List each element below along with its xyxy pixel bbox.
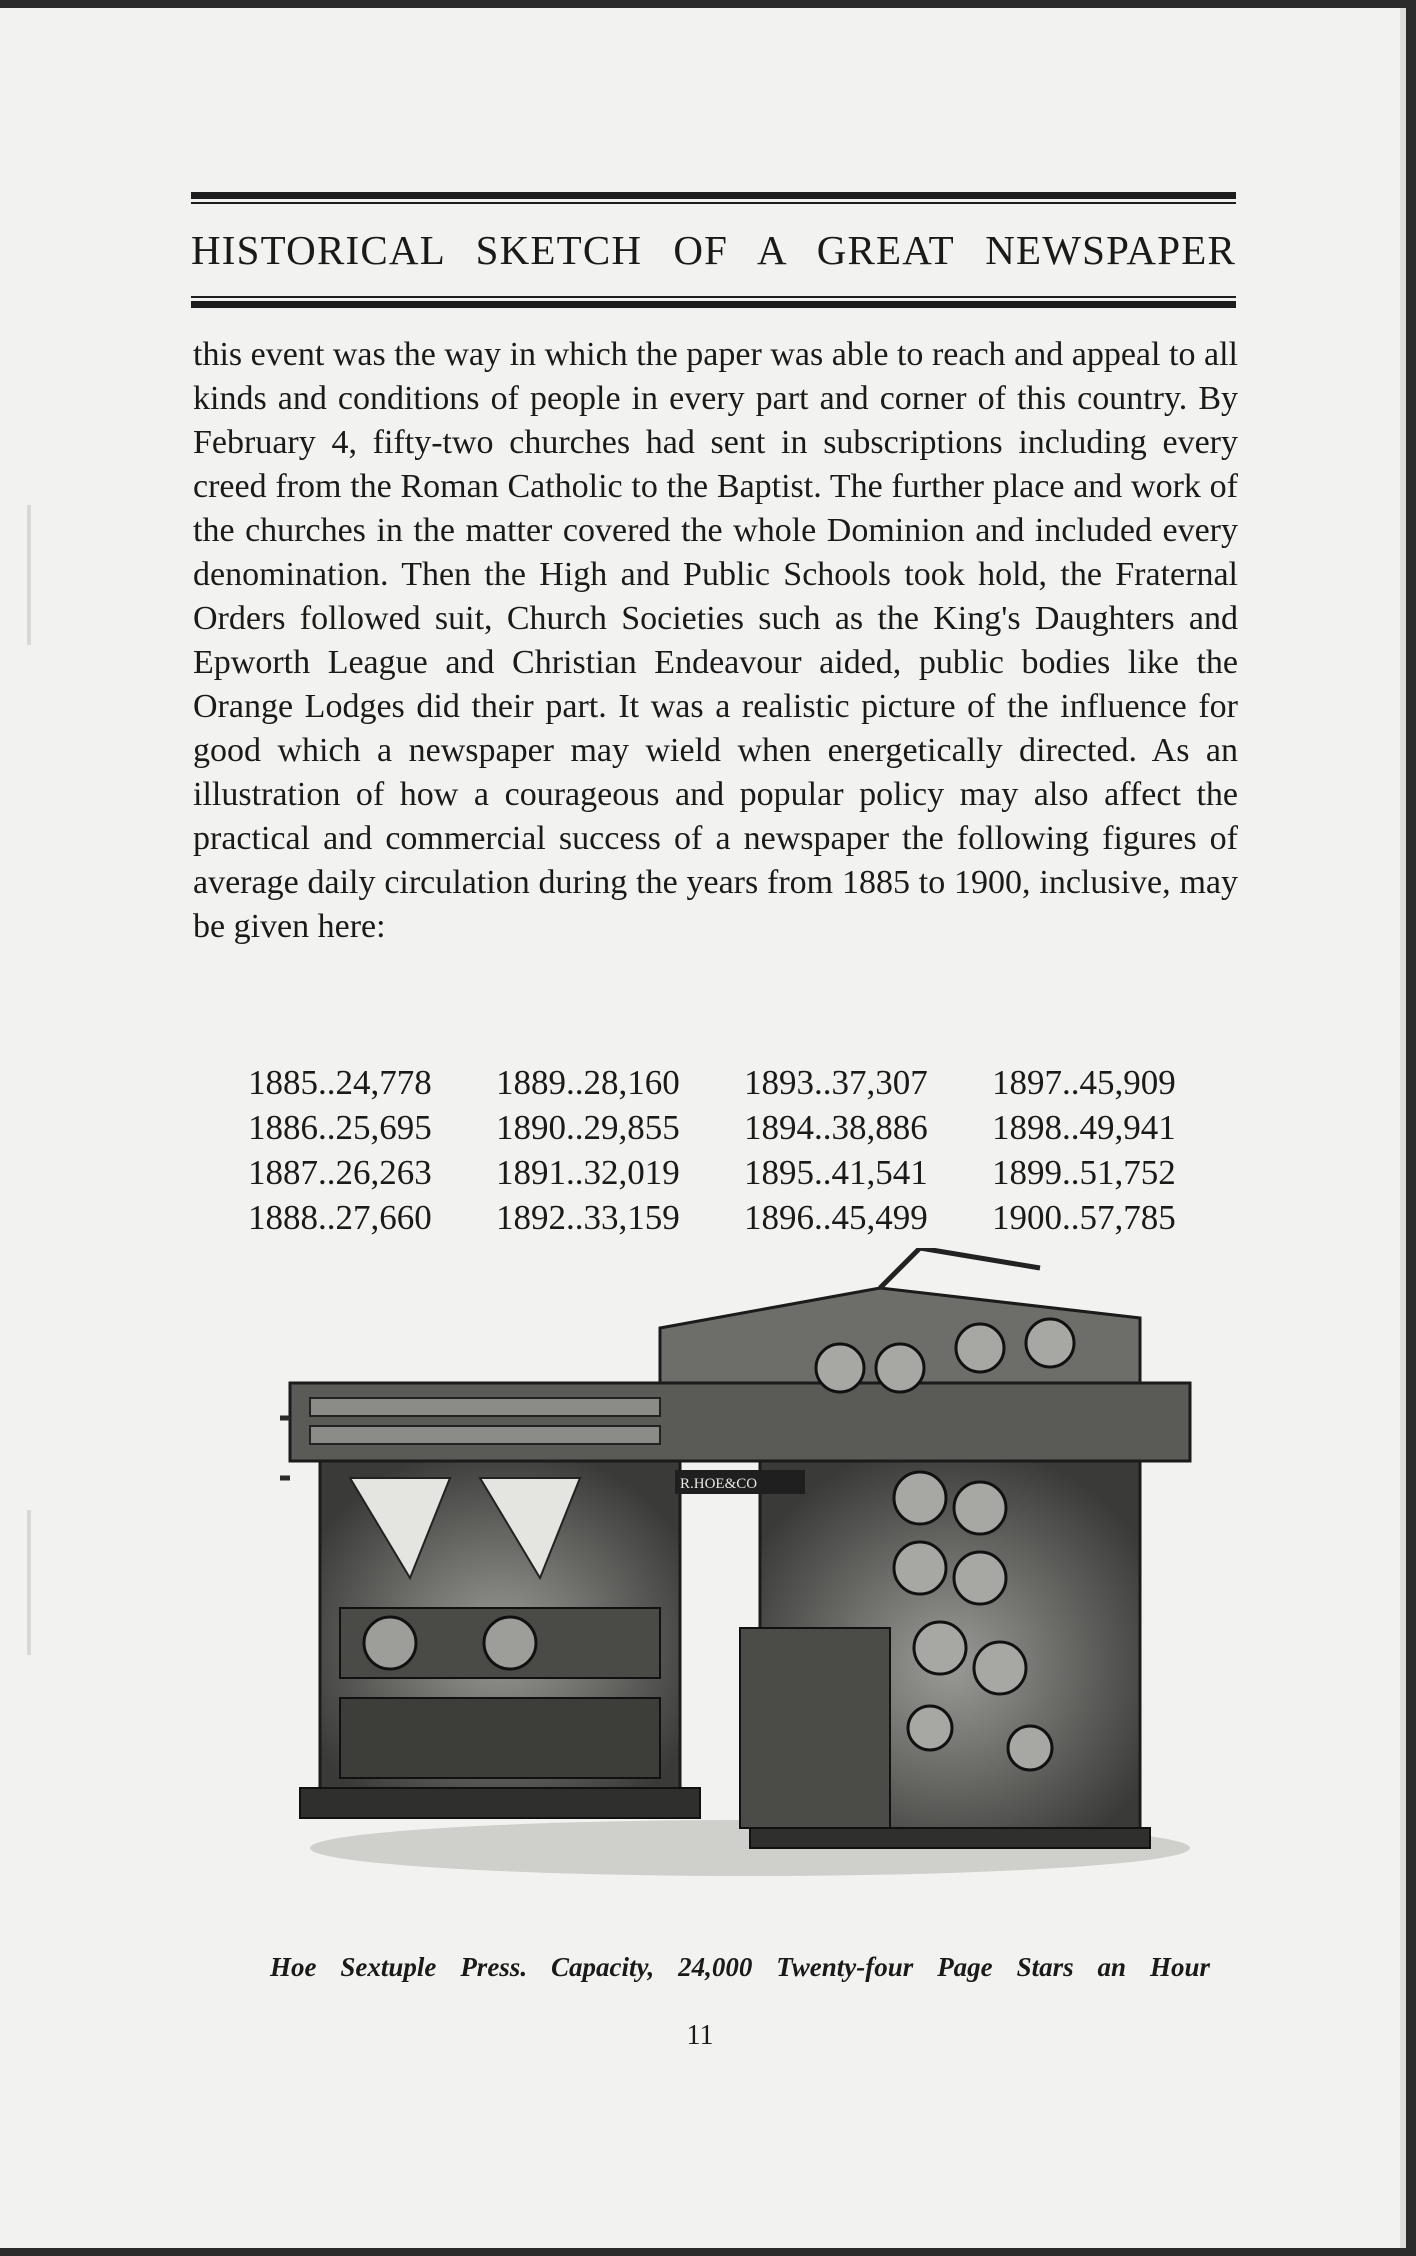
top-rule-thin — [191, 202, 1236, 204]
figure-caption: Hoe Sextuple Press. Capacity, 24,000 Twenty-four Page Stars an Hour — [270, 1952, 1210, 1982]
circulation-entry: 1898..49,941 — [992, 1108, 1176, 1147]
circulation-entry: 1890..29,855 — [496, 1108, 680, 1147]
body-paragraph: this event was the way in which the paper was able to reach and appeal to all kinds and conditions of people in every part and corner of this country. By February 4, fifty-two churches had sent in subscriptions including every creed from the Roman Catholic to the Baptist. The further place and work of the churches in the matter covered the whole Dominion and included every denomination. Then the High and Public Schools took hold, the Fraternal Orders followed suit, Church Societies such as the King's Daughters and Epworth League and Christian Endeavour aided, public bodies like the Orange Lodges did their part. It was a realistic picture of the influence for good which a newspaper may wield when energetically directed. As an illustration of how a courageous and popular policy may also affect the practical and commercial success of a newspaper the following figures of average daily circulation during the years from 1885 to 1900, inclusive, may be given here: — [193, 336, 1238, 945]
book-page — [0, 8, 1406, 2248]
press-nameplate: R.HOE&CO — [680, 1476, 758, 1492]
circulation-entry: 1889..28,160 — [496, 1063, 680, 1102]
running-head: HISTORICAL SKETCH OF A GREAT NEWSPAPER — [191, 227, 1236, 273]
page-number: 11 — [686, 2020, 714, 2051]
circulation-entry: 1896..45,499 — [744, 1198, 928, 1237]
circulation-entry: 1886..25,695 — [248, 1108, 432, 1147]
circulation-entry: 1900..57,785 — [992, 1198, 1176, 1237]
circulation-entry: 1892..33,159 — [496, 1198, 680, 1237]
bottom-rule-thin — [191, 296, 1236, 298]
circulation-entry: 1894..38,886 — [744, 1108, 928, 1147]
binding-mark — [22, 1510, 36, 1655]
binding-mark — [22, 505, 36, 645]
hoe-sextuple-press-illustration — [280, 1248, 1210, 1878]
circulation-entry: 1891..32,019 — [496, 1153, 680, 1192]
circulation-entry: 1895..41,541 — [744, 1153, 928, 1192]
bottom-rule — [191, 301, 1236, 308]
circulation-entry: 1893..37,307 — [744, 1063, 928, 1102]
circulation-entry: 1888..27,660 — [248, 1198, 432, 1237]
circulation-entry: 1885..24,778 — [248, 1063, 432, 1102]
circulation-entry: 1887..26,263 — [248, 1153, 432, 1192]
top-rule — [191, 192, 1236, 199]
circulation-table — [248, 1060, 1202, 1240]
circulation-entry: 1897..45,909 — [992, 1063, 1176, 1102]
circulation-entry: 1899..51,752 — [992, 1153, 1176, 1192]
